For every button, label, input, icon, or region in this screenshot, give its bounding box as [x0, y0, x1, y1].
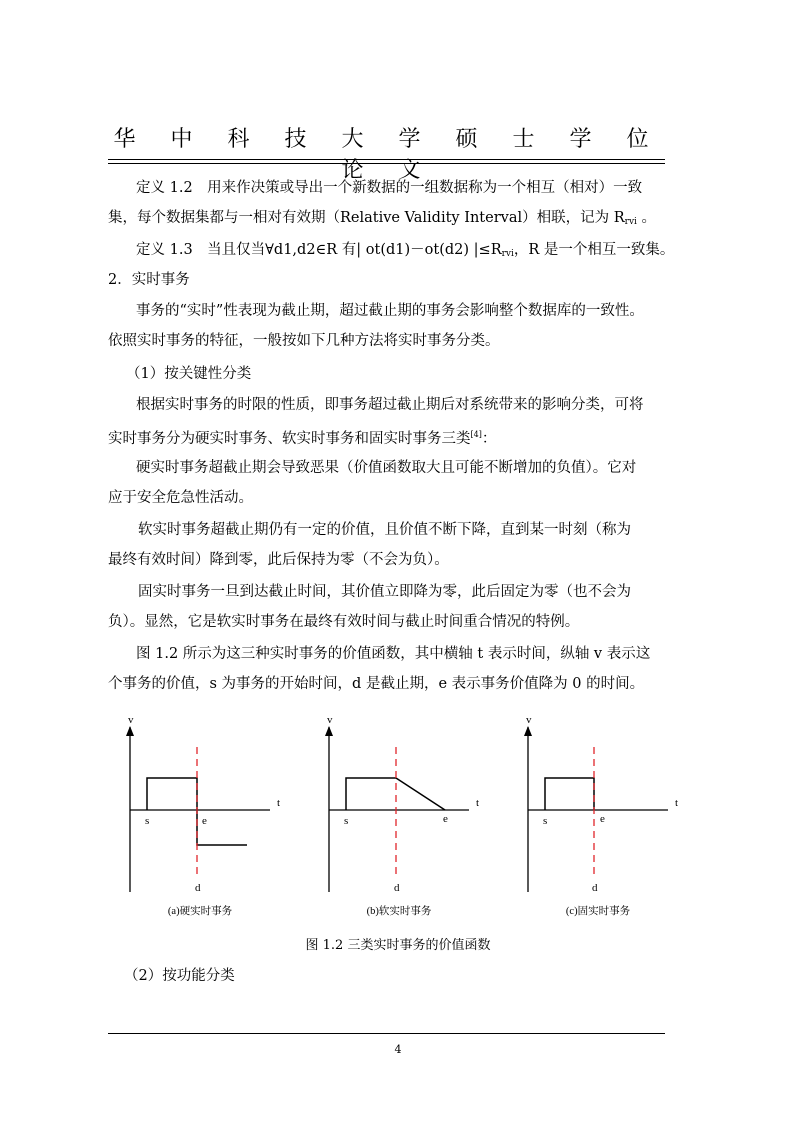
text-line: 负）。显然，它是软实时事务在最终有效时间与截止时间重合情况的特例。 — [108, 614, 580, 630]
axis-label-t: t — [277, 797, 281, 809]
text-line: 最终有效时间）降到零，此后保持为零（不会为负）。 — [108, 552, 449, 568]
text-line: 根据实时事务的时限的性质，即事务超过截止期后对系统带来的影响分类，可将 — [136, 397, 644, 413]
text-line — [108, 208, 656, 228]
axis-label-t: t — [675, 797, 679, 809]
text-span: ，R 是一个相互一致集。 — [513, 242, 675, 258]
panel-hard-realtime — [128, 714, 280, 917]
text-line — [108, 425, 496, 445]
subsection-title: （1）按关键性分类 — [126, 366, 252, 382]
label-s: s — [145, 815, 150, 827]
text-line — [136, 240, 674, 260]
panel-firm-realtime — [526, 714, 678, 917]
label-e: e — [443, 813, 448, 825]
text-span: 集，每个数据集都与一相对有效期（Relative Validity Interval）相联，记为 R — [108, 210, 625, 226]
label-s: s — [543, 815, 548, 827]
citation: [4] — [470, 430, 482, 439]
text-span: 定义 1.3 当且仅当∀d1,d2∈R 有| ot(d1)－ot(d2) |≤R — [136, 242, 502, 258]
subscript: rvi — [501, 249, 514, 259]
label-d: d — [592, 882, 598, 894]
text-span: ： — [481, 431, 497, 447]
text-line: 硬实时事务超截止期会导致恶果（价值函数取大且可能不断增加的负值）。它对 — [136, 460, 637, 476]
text-line: 个事务的价值，s 为事务的开始时间，d 是截止期，e 表示事务价值降为 0 的时间。 — [108, 676, 645, 692]
label-e: e — [202, 815, 207, 827]
text-line: 固实时事务一旦到达截止时间，其价值立即降为零，此后固定为零（也不会为 — [138, 584, 631, 600]
label-e: e — [600, 813, 605, 825]
label-d: d — [394, 882, 400, 894]
figure-caption: 图 1.2 三类实时事务的价值函数 — [305, 938, 491, 953]
text-line: 依照实时事务的特征，一般按如下几种方法将实时事务分类。 — [108, 333, 500, 349]
panel-soft-realtime — [327, 714, 479, 917]
text-span: 实时事务分为硬实时事务、软实时事务和固实时事务三类 — [108, 431, 471, 447]
section-title: 2．实时事务 — [108, 272, 190, 288]
figure-1-2 — [0, 705, 793, 935]
panel-caption: (a)硬实时事务 — [167, 906, 233, 917]
value-function-line — [545, 778, 594, 810]
panel-caption: (c)固实时事务 — [565, 906, 631, 917]
text-line: 软实时事务超截止期仍有一定的价值，且价值不断下降，直到某一时刻（称为 — [138, 522, 631, 538]
subscript: rvi — [624, 217, 637, 227]
text-line: 事务的“实时”性表现为截止期，超过截止期的事务会影响整个数据库的一致性。 — [136, 303, 644, 319]
header-rule-thin — [108, 163, 665, 164]
value-function-line — [346, 778, 445, 810]
page-header-title: 华 中 科 技 大 学 硕 士 学 位 论 文 — [113, 127, 663, 183]
footer-rule — [108, 1033, 665, 1034]
page-number: 4 — [394, 1043, 402, 1056]
axis-label-v: v — [128, 714, 134, 726]
subsection-title: （2）按功能分类 — [124, 968, 235, 984]
header-rule — [108, 159, 665, 160]
axis-label-v: v — [526, 714, 532, 726]
text-line: 图 1.2 所示为这三种实时事务的价值函数，其中横轴 t 表示时间，纵轴 v 表示这 — [136, 646, 651, 662]
panel-caption: (b)软实时事务 — [366, 906, 432, 917]
text-line: 定义 1.2 用来作决策或导出一个新数据的一组数据称为一个相互（相对）一致 — [136, 180, 643, 196]
label-d: d — [195, 882, 201, 894]
text-span: 。 — [636, 210, 657, 226]
text-line: 应于安全危急性活动。 — [108, 490, 253, 506]
axis-label-v: v — [327, 714, 333, 726]
axis-label-t: t — [476, 797, 480, 809]
label-s: s — [344, 815, 349, 827]
